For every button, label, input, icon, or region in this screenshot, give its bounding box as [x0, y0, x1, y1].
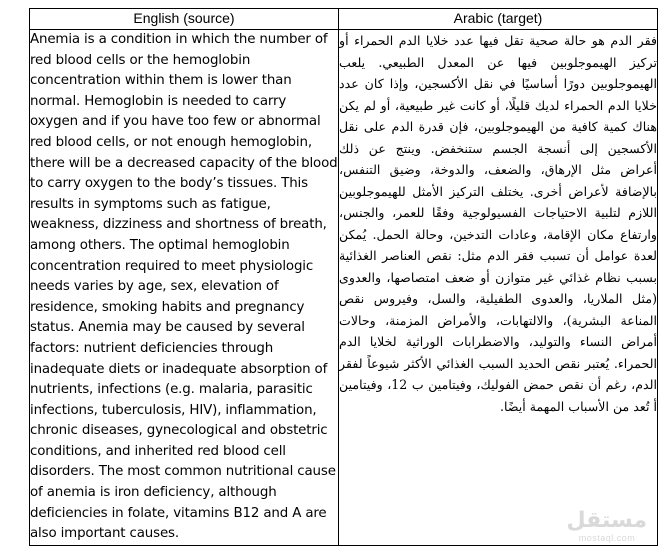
mostaql-watermark	[567, 509, 647, 543]
watermark-logo: مستقل	[566, 507, 647, 533]
translation-table	[29, 8, 658, 546]
arabic-paragraph: فقر الدم هو حالة صحية تقل فيها عدد خلايا الدم الحمراء أو تركيز الهيموجلوبين فيها عن المعدل الطبيعي. يلعب الهيموجلوبين دورًا أساسيًا في نقل الأكسجين، وإذا كان عدد خلايا الدم الحمراء لديك قليلًا، أو كانت غير طبيعية، أو لم يكن هناك كمية كافية من الهيموجلوبين، فإن قدرة الدم على نقل الأكسجين إلى أنسجة الجسم ستنخفض. وينتج عن ذلك أعراض مثل الإرهاق، والضعف، والدوخة، وضيق التنفس، بالإضافة لأعراض أخرى. يختلف التركيز الأمثل للهيموجلوبين اللازم لتلبية الاحتياجات الفسيولوجية وفقًا للعمر، والجنس، وارتفاع مكان الإقامة، وعادات التدخين، وحالة الحمل. يُمكن لعدة عوامل أن تسبب فقر الدم مثل: نقص العناصر الغذائية بسبب نظام غذائي غير متوازن أو ضعف امتصاصها، والعدوى (مثل الملاريا، والعدوى الطفيلية، والسل، وفيروس نقص المناعة البشرية)، والالتهابات، والأمراض المزمنة، وحالات أمراض النساء والتوليد، والاضطرابات الوراثية لخلايا الدم الحمراء. يُعتبر نقص الحديد السبب الغذائي الأكثر شيوعاً لفقر الدم، رغم أن نقص حمض الفوليك، وفيتامين ب 12، وفيتامين أ تُعد من الأسباب المهمة أيضًا.	[339, 33, 657, 414]
english-source-cell	[30, 30, 339, 546]
table-header-row	[30, 9, 658, 30]
source-column-header: English (source)	[30, 9, 339, 30]
english-paragraph: Anemia is a condition in which the number of red blood cells or the hemoglobin concentration within them is lower than normal. Hemoglobin is needed to carry oxygen and if you have too few or abnormal red blood cells, or not enough hemoglobin, there will be a decreased capacity of the blood to carry oxygen to the body’s tissues. This results in symptoms such as fatigue, weakness, dizziness and shortness of breath, among others. The optimal hemoglobin concentration required to meet physiologic needs varies by age, sex, elevation of residence, smoking habits and pregnancy status. Anemia may be caused by several factors: nutrient deficiencies through inadequate diets or inadequate absorption of nutrients, infections (e.g. malaria, parasitic infections, tuberculosis, HIV), inflammation, chronic diseases, gynecological and obstetric conditions, and inherited red blood cell disorders. The most common nutritional cause of anemia is iron deficiency, although deficiencies in folate, vitamins B12 and A are also important causes.	[30, 32, 338, 542]
arabic-target-cell	[339, 30, 658, 546]
table-content-row	[30, 30, 658, 546]
watermark-domain: mostaql.com	[578, 532, 636, 543]
target-column-header: Arabic (target)	[339, 9, 658, 30]
